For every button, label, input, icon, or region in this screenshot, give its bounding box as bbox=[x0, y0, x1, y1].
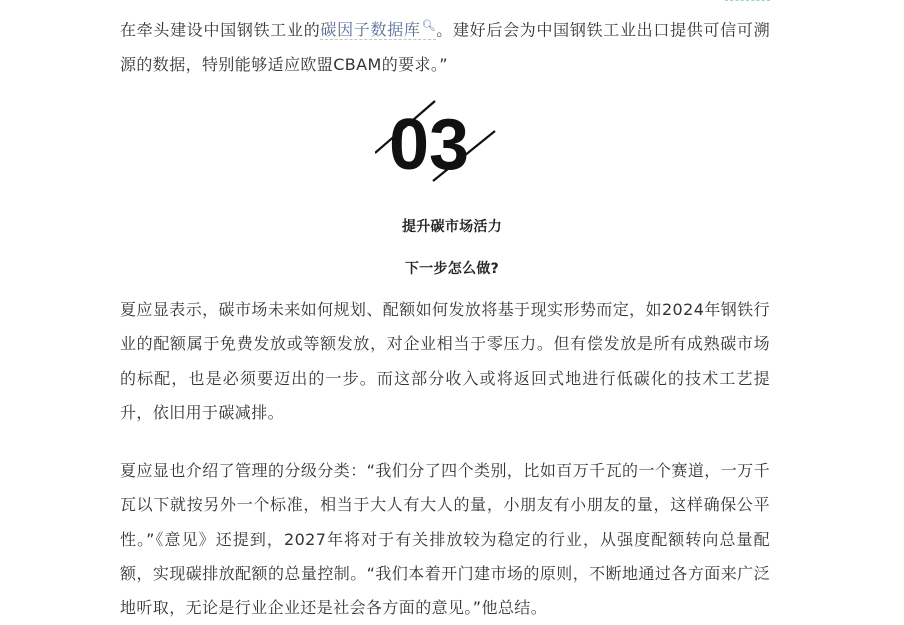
top-dashed-rule bbox=[725, 0, 770, 1]
link-text[interactable]: 碳因子数据库 bbox=[320, 20, 421, 40]
paragraph-3: 夏应显也介绍了管理的分级分类：“我们分了四个类别，比如百万千瓦的一个赛道，一万千瓦以下就按另外一个标准，相当于大人有大人的量，小朋友有小朋友的量，这样确保公平性。”《意见》还提到，2027年将对于有关排放较为稳定的行业，从强度配额转向总量配额，实现碳排放配额的总量控制。“我们本着开门建市场的原则，不断地通过各方面来广泛地听取，无论是行业企业还是社会各方面的意见。”他总结。 bbox=[120, 461, 770, 618]
section-number-svg bbox=[375, 97, 497, 183]
carbon-factor-database-link[interactable] bbox=[320, 20, 436, 40]
paragraph-1-tail: 。建好后会为中国钢铁工业出口提供可信可溯源的数据，特别能够适应欧盟CBAM的要求。” bbox=[120, 20, 770, 74]
search-icon[interactable]: 🔍︎ bbox=[421, 19, 436, 32]
paragraph-1-lead: 在牵头建设中国钢铁工业的 bbox=[120, 20, 321, 40]
section-number-text: 03 bbox=[389, 105, 470, 183]
section-number-graphic bbox=[375, 97, 497, 183]
paragraph-2: 夏应显表示，碳市场未来如何规划、配额如何发放将基于现实形势而定，如2024年钢铁行业的配额属于免费发放或等额发放，对企业相当于零压力。但有偿发放是所有成熟碳市场的标配，也是必须要迈出的一步。而这部分收入或将返回式地进行低碳化的技术工艺提升，依旧用于碳减排。 bbox=[120, 300, 770, 422]
section-subheading: 下一步怎么做? bbox=[404, 261, 500, 277]
section-heading: 提升碳市场活力 bbox=[401, 219, 503, 235]
paragraph-1 bbox=[120, 9, 770, 82]
